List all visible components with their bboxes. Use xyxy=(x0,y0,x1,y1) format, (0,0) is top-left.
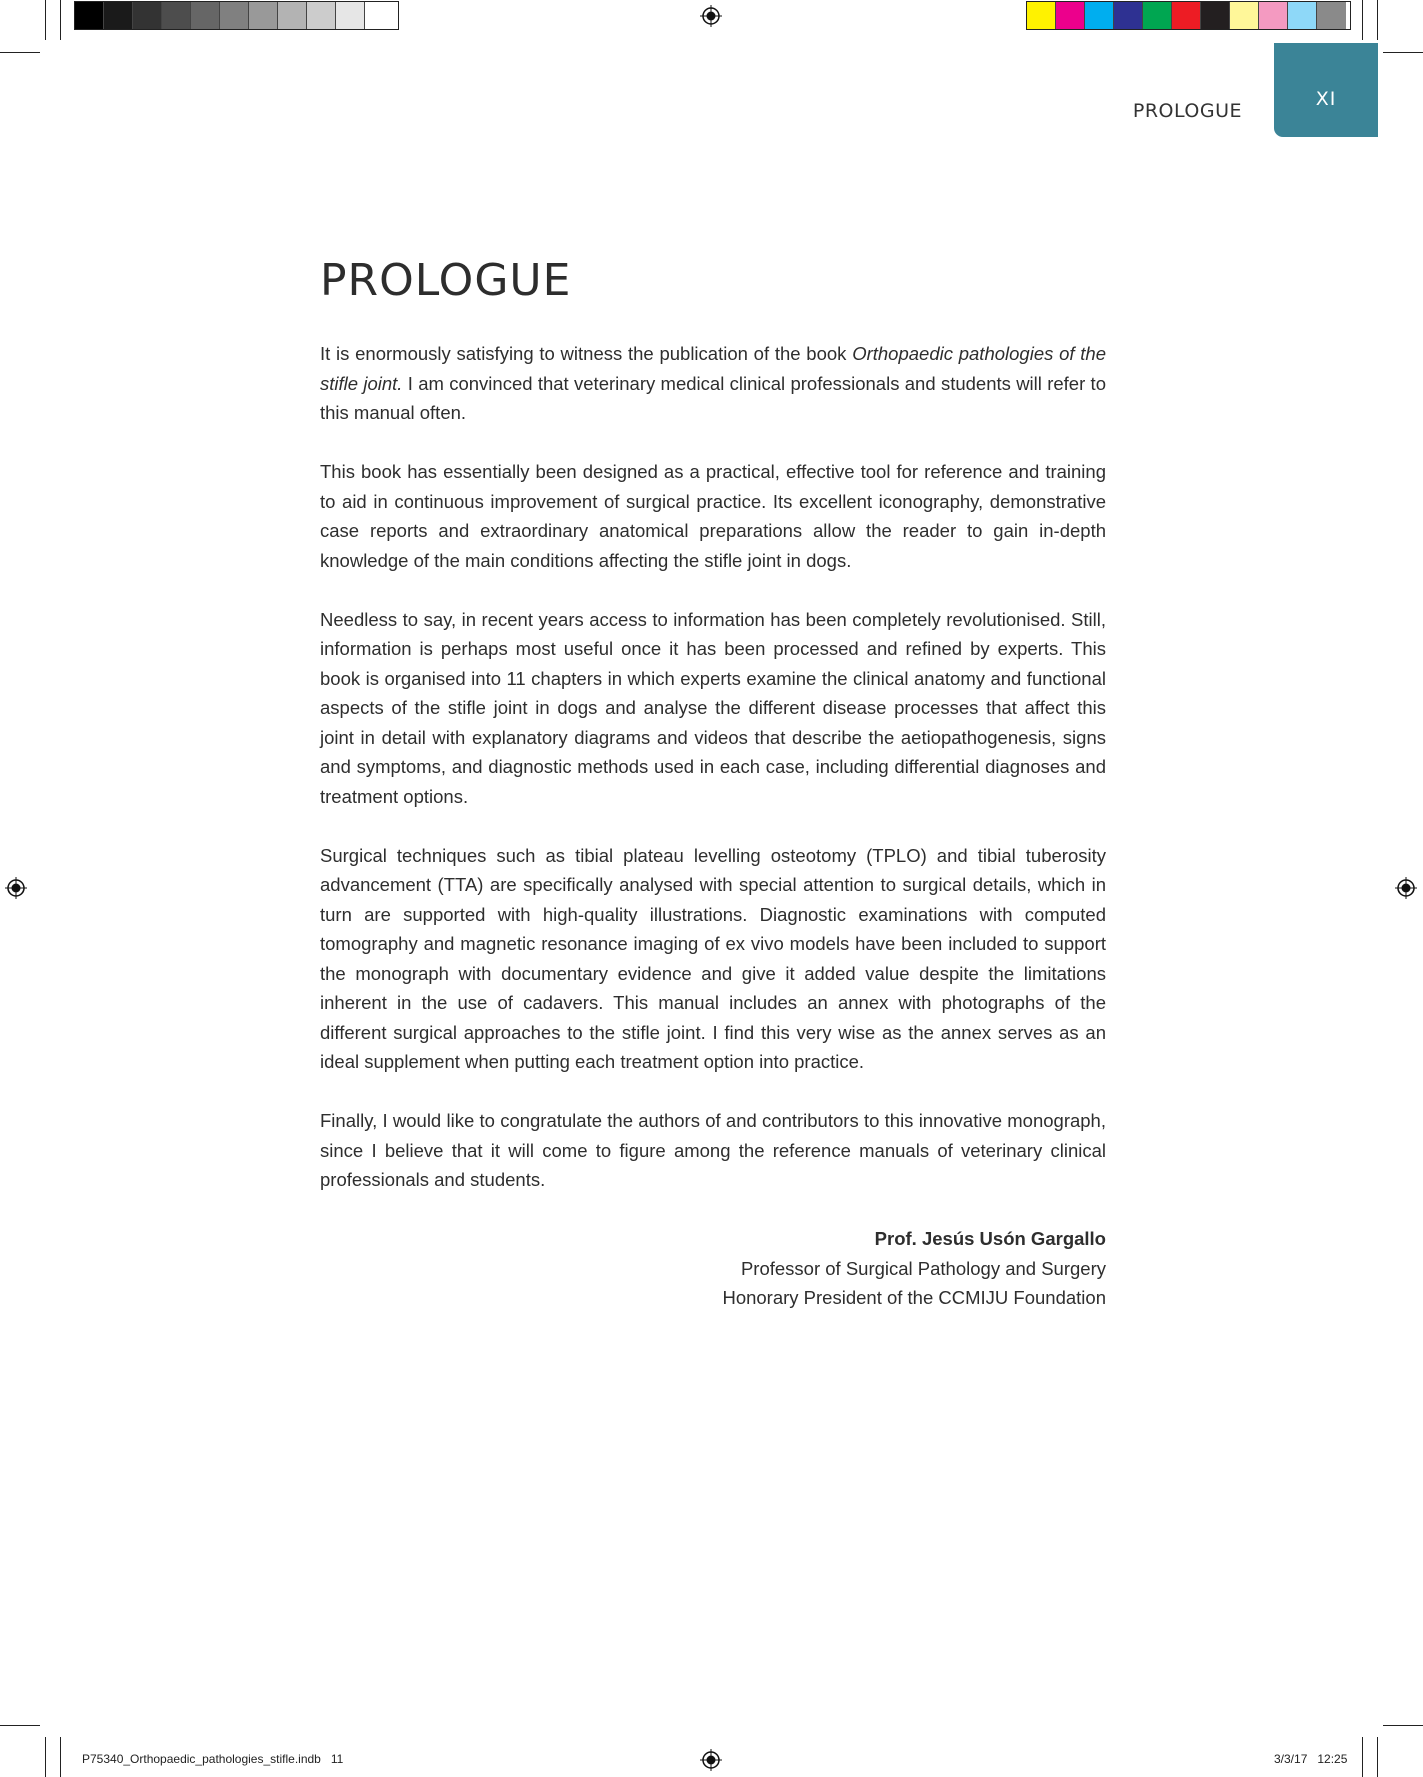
color-swatch xyxy=(1201,2,1230,29)
crop-mark-top-left-v xyxy=(45,0,46,40)
paragraph-1-intro: It is enormously satisfying to witness the publication of the book xyxy=(320,343,853,364)
crop-mark-bottom-left-h xyxy=(0,1725,40,1726)
color-swatch xyxy=(1027,2,1056,29)
gray-swatch xyxy=(162,2,191,29)
registration-mark-bottom-icon xyxy=(700,1749,722,1771)
signature-role: Professor of Surgical Pathology and Surgery xyxy=(740,1257,1106,1279)
grayscale-swatch-bar xyxy=(74,1,399,30)
paragraph-5: Finally, I would like to congratulate the authors of and contributors to this innovative monograph, since I believe that it will come to figure among the reference manuals of veterinary clinical professionals and students. xyxy=(320,1110,1106,1190)
gray-swatch xyxy=(133,2,162,29)
crop-mark-top-left-h xyxy=(0,52,40,53)
file-slug: P75340_Orthopaedic_pathologies_stifle.indb 11 xyxy=(82,1752,344,1766)
signature-name: Prof. Jesús Usón Gargallo xyxy=(874,1228,1106,1249)
paragraph-1-rest: I am convinced that veterinary medical clinical professionals and students will refer to this manual often. xyxy=(320,372,1106,423)
registration-mark-right-icon xyxy=(1395,877,1417,899)
color-swatch-bar xyxy=(1026,1,1351,30)
crop-mark-bottom-left-v xyxy=(45,1737,46,1777)
gray-swatch xyxy=(249,2,278,29)
gray-swatch xyxy=(336,2,365,29)
crop-mark-bottom-left-v2 xyxy=(60,1737,61,1777)
page-number: XI xyxy=(1315,88,1337,110)
gray-swatch xyxy=(278,2,307,29)
prologue-body xyxy=(320,255,1106,1313)
color-swatch xyxy=(1085,2,1114,29)
color-swatch xyxy=(1230,2,1259,29)
color-swatch xyxy=(1143,2,1172,29)
gray-swatch xyxy=(365,2,394,29)
crop-mark-top-right-v2 xyxy=(1362,0,1363,40)
paragraph-4: Surgical techniques such as tibial plateau levelling osteotomy (TPLO) and tibial tuberosity advancement (TTA) are specifically analysed with special attention to surgical details, which in turn are supported with high-quality illustrations. Diagnostic examinations with computed tomography and magnetic resonance imaging of ex vivo models have been included to support the monograph with documentary evidence and give it added value despite the limitations inherent in the use of cadavers. This manual includes an annex with photographs of the different surgical approaches to the stifle joint. I find this very wise as the annex serves as an ideal supplement when putting each treatment option into practice. xyxy=(320,844,1106,1072)
gray-swatch xyxy=(75,2,104,29)
crop-mark-top-right-h xyxy=(1383,52,1423,53)
registration-mark-top-icon xyxy=(700,5,722,27)
crop-mark-bottom-right-v xyxy=(1377,1737,1378,1777)
crop-mark-bottom-right-h xyxy=(1383,1725,1423,1726)
signature-affiliation: Honorary President of the CCMIJU Foundation xyxy=(722,1287,1106,1308)
page-number-tab xyxy=(1274,43,1378,137)
color-swatch xyxy=(1172,2,1201,29)
gray-swatch xyxy=(307,2,336,29)
gray-swatch xyxy=(220,2,249,29)
crop-mark-top-left-v2 xyxy=(60,0,61,40)
color-swatch xyxy=(1317,2,1346,29)
running-head: PROLOGUE xyxy=(1132,100,1242,122)
color-swatch xyxy=(1259,2,1288,29)
paragraph-3: Needless to say, in recent years access to information has been completely revolutionised. Still, information is perhaps most useful once it has been processed and refined by experts. This book is organised into 11 chapters in which experts examine the clinical anatomy and functional aspects of the stifle joint in dogs and analyse the different disease processes that affect this joint in detail with explanatory diagrams and videos that describe the aetiopathogenesis, signs and symptoms, and diagnostic methods used in each case, including differential diagnoses and treatment options. xyxy=(320,608,1106,807)
signature-block xyxy=(320,1224,1106,1313)
color-swatch xyxy=(1288,2,1317,29)
page-title: PROLOGUE xyxy=(320,255,572,306)
gray-swatch xyxy=(191,2,220,29)
color-swatch xyxy=(1056,2,1085,29)
print-timestamp: 3/3/17 12:25 xyxy=(1274,1752,1348,1766)
paragraph-2: This book has essentially been designed as a practical, effective tool for reference and training to aid in continuous improvement of surgical practice. Its excellent iconography, demonstrative case reports and extraordinary anatomical preparations allow the reader to gain in-depth knowledge of the main conditions affecting the stifle joint in dogs. xyxy=(320,461,1106,571)
crop-mark-top-right-v xyxy=(1377,0,1378,40)
color-swatch xyxy=(1114,2,1143,29)
book-title: Orthopaedic pathologies of the stifle joint. xyxy=(320,343,1106,394)
gray-swatch xyxy=(104,2,133,29)
crop-mark-bottom-right-v2 xyxy=(1362,1737,1363,1777)
paragraph-1 xyxy=(320,339,1106,428)
registration-mark-left-icon xyxy=(5,877,27,899)
